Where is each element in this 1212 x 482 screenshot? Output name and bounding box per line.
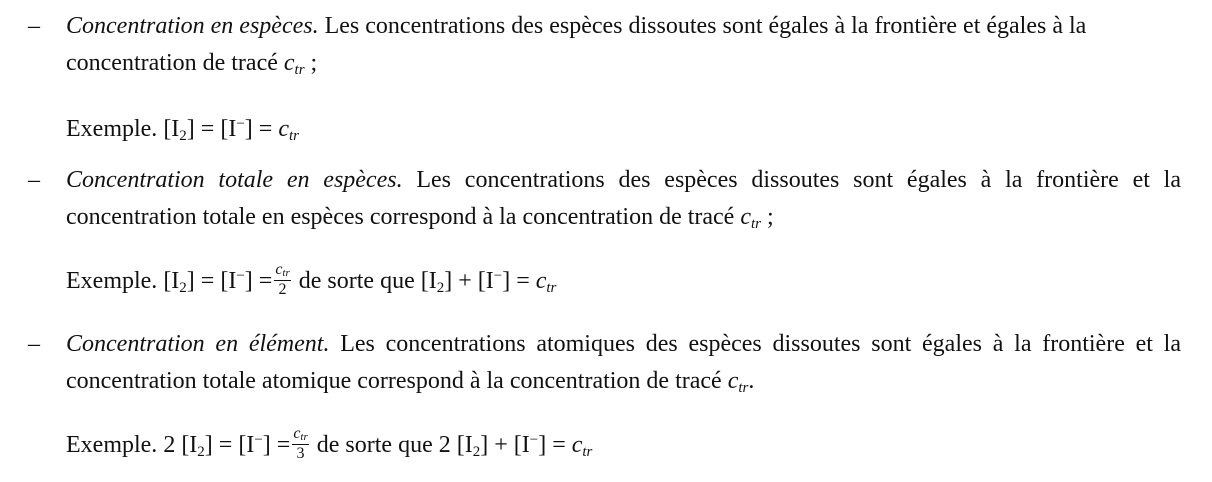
equation-3: 2 $[I_2] = [I^-]$ = $\frac{c_{tr}}{3}$ de sorte que 2 $[I_2] + [I^-] = c_{tr}$ <box>163 425 593 463</box>
example-line <box>66 104 299 156</box>
variable-c: c <box>727 368 739 394</box>
equation-2: $[I_2] = [I^-]$ = $\frac{c_{tr}}{2}$ de sorte que $[I_2] + [I^-] = c_{tr}$ <box>163 261 557 299</box>
variable-sub: tr <box>294 62 305 78</box>
variable-c: c <box>283 50 295 76</box>
item-title: Concentration en élément. <box>66 331 330 357</box>
item-tail: ; <box>304 50 318 76</box>
item-title: Concentration en espèces. <box>66 13 319 39</box>
item-tail: . <box>748 368 755 394</box>
example-label: Exemple. <box>66 268 158 294</box>
fraction: $\frac{c_{tr}}{3}$ <box>293 425 308 463</box>
list-dash: – <box>28 331 40 357</box>
item-tail: ; <box>761 204 774 230</box>
example-label: Exemple. <box>66 116 158 142</box>
equation-1: $[I_2] = [I^-] = c_{tr}$ <box>163 116 299 144</box>
example-line <box>66 420 592 472</box>
example-line <box>66 256 556 308</box>
item-paragraph <box>66 326 1181 407</box>
item-text: Les concentrations des espèces dissoutes sont égales à la frontière et la concentration totale en espèces correspond à la concentration de tracé <box>66 167 1181 230</box>
list-dash: – <box>28 167 40 193</box>
example-label: Exemple. <box>66 432 158 458</box>
item-paragraph <box>66 162 1181 243</box>
item-paragraph <box>66 8 1181 89</box>
item-text: Les concentrations atomiques des espèces dissoutes sont égales à la frontière et la concentration totale atomique correspond à la concentration de tracé <box>66 331 1181 394</box>
variable-c: c <box>740 204 751 230</box>
item-text: Les concentrations des espèces dissoutes sont égales à la frontière et égales à la concentration de tracé <box>66 13 1087 76</box>
variable-sub: tr <box>738 380 749 396</box>
fraction: $\frac{c_{tr}}{2}$ <box>275 261 290 299</box>
variable-sub: tr <box>751 216 762 232</box>
list-dash: – <box>28 13 40 39</box>
item-title: Concentration totale en espèces. <box>66 167 403 193</box>
